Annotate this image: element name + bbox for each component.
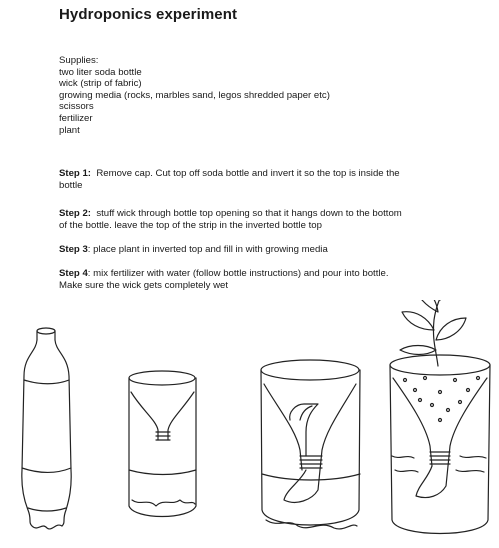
- illustration-panel: [0, 300, 499, 548]
- bottle-with-wick-icon: [261, 360, 360, 529]
- supply-item: scissors: [59, 101, 94, 113]
- step-1: [59, 168, 400, 191]
- supply-item: fertilizer: [59, 112, 93, 124]
- supply-item: growing media (rocks, marbles sand, legos shredded paper etc): [59, 89, 330, 101]
- whole-bottle-icon: [22, 328, 71, 529]
- step-label: Step 1:: [59, 168, 91, 179]
- step-text: Make sure the wick gets completely wet: [59, 279, 229, 291]
- step-text: : mix fertilizer with water (follow bottle instructions) and pour into bottle.: [87, 268, 389, 279]
- step-text: Remove cap. Cut top off soda bottle and invert it so the top is inside the: [96, 168, 400, 179]
- step-text: of the bottle. leave the top of the strip in the inverted bottle top: [59, 219, 322, 231]
- supply-item: wick (strip of fabric): [59, 78, 142, 90]
- supplies-list: [59, 55, 330, 136]
- step-label: Step 2:: [59, 208, 91, 219]
- step-label: Step 4: [59, 268, 88, 279]
- step-label: Step 3: [59, 244, 88, 255]
- step-text: : place plant in inverted top and fill in with growing media: [87, 244, 328, 255]
- step-2: [59, 208, 402, 231]
- supplies-heading: Supplies:: [59, 55, 99, 66]
- planted-bottle-icon: [390, 300, 490, 534]
- step-text: stuff wick through bottle top opening so that it hangs down to the bottom: [96, 208, 402, 219]
- cut-inverted-bottle-icon: [129, 371, 196, 517]
- supply-item: two liter soda bottle: [59, 66, 142, 78]
- step-3: [59, 244, 328, 256]
- page-title: Hydroponics experiment: [59, 6, 238, 23]
- supply-item: plant: [59, 124, 80, 136]
- step-4: [59, 268, 389, 291]
- step-text: bottle: [59, 179, 83, 191]
